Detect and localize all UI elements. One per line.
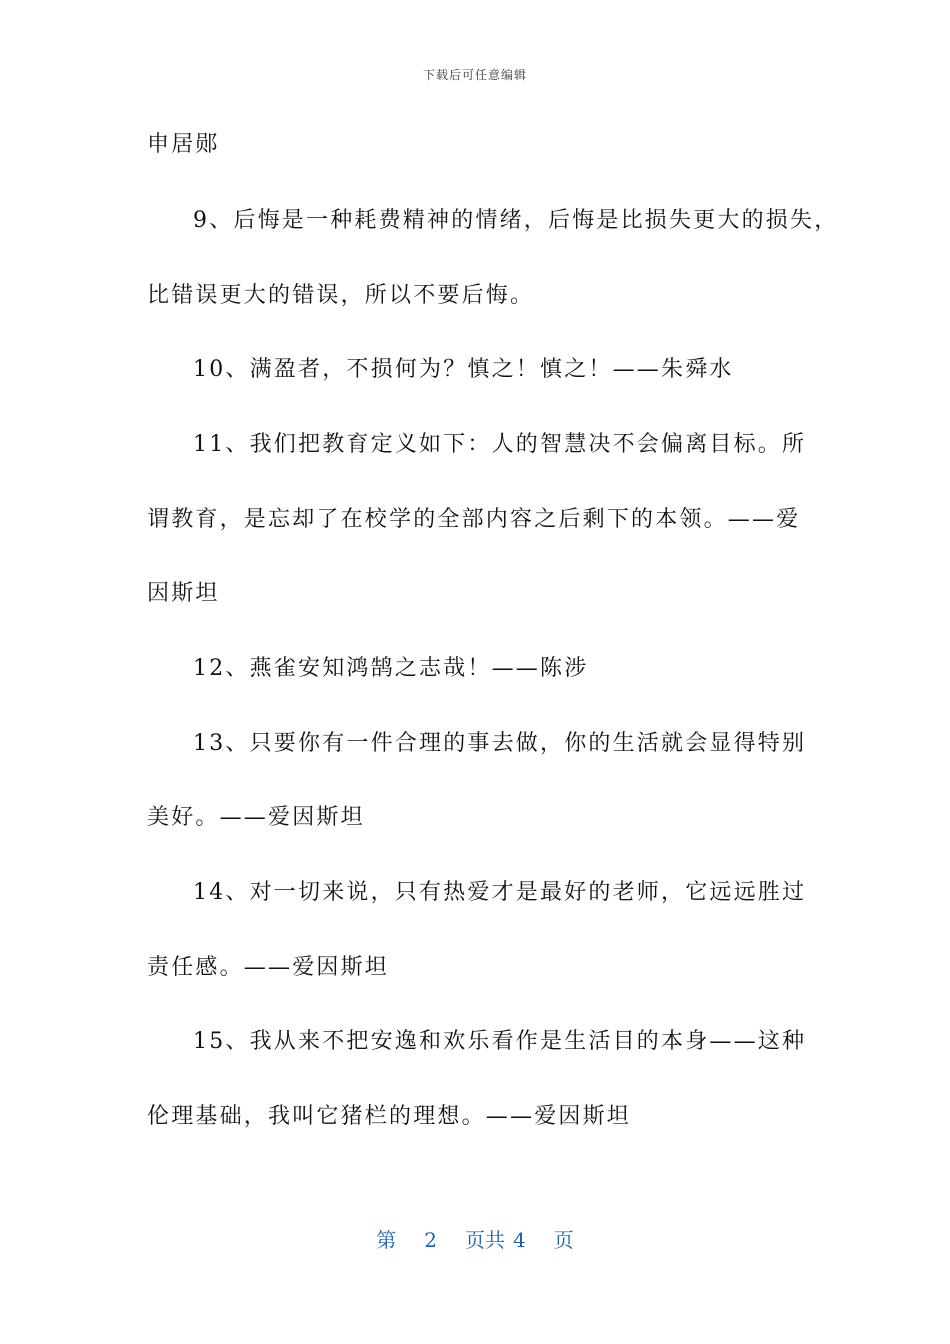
text-line bbox=[0, 425, 950, 465]
text-line-content: 申居郧 bbox=[147, 132, 220, 157]
text-line bbox=[0, 500, 950, 540]
footer-middle: 页共 bbox=[465, 1228, 505, 1252]
text-line bbox=[0, 201, 950, 241]
total-pages-number: 4 bbox=[513, 1228, 526, 1252]
text-line-content: 12、燕雀安知鸿鹄之志哉！——陈涉 bbox=[193, 656, 589, 681]
text-line bbox=[0, 948, 950, 988]
text-line-content: 比错误更大的错误，所以不要后悔。 bbox=[147, 283, 535, 308]
text-line bbox=[0, 873, 950, 913]
footer-suffix: 页 bbox=[553, 1228, 574, 1252]
text-line bbox=[0, 1022, 950, 1062]
text-line-content: 谓教育，是忘却了在校学的全部内容之后剩下的本领。——爱 bbox=[147, 507, 801, 532]
text-line bbox=[0, 798, 950, 838]
current-page-number: 2 bbox=[424, 1228, 437, 1252]
page-number-footer bbox=[0, 1224, 950, 1253]
text-line-content: 11、我们把教育定义如下：人的智慧决不会偏离目标。所 bbox=[193, 432, 807, 457]
text-line bbox=[0, 1097, 950, 1137]
text-line-content: 13、只要你有一件合理的事去做，你的生活就会显得特别 bbox=[193, 731, 807, 756]
footer-prefix: 第 bbox=[376, 1228, 397, 1252]
text-line bbox=[0, 724, 950, 764]
text-line bbox=[0, 125, 950, 165]
text-line-content: 14、对一切来说，只有热爱才是最好的老师，它远远胜过 bbox=[193, 880, 807, 905]
text-line bbox=[0, 350, 950, 390]
text-line bbox=[0, 574, 950, 614]
text-line bbox=[0, 276, 950, 316]
text-line-content: 伦理基础，我叫它猪栏的理想。——爱因斯坦 bbox=[147, 1104, 632, 1129]
text-line-content: 10、满盈者，不损何为？慎之！慎之！——朱舜水 bbox=[193, 357, 734, 382]
text-line-content: 美好。——爱因斯坦 bbox=[147, 805, 365, 830]
text-line bbox=[0, 649, 950, 689]
text-line-content: 9、后悔是一种耗费精神的情绪，后悔是比损失更大的损失， bbox=[193, 208, 839, 233]
text-line-content: 因斯坦 bbox=[147, 581, 220, 606]
text-line-content: 责任感。——爱因斯坦 bbox=[147, 955, 390, 980]
text-line-content: 15、我从来不把安逸和欢乐看作是生活目的本身——这种 bbox=[193, 1029, 807, 1054]
header-note: 下载后可任意编辑 bbox=[422, 68, 527, 82]
